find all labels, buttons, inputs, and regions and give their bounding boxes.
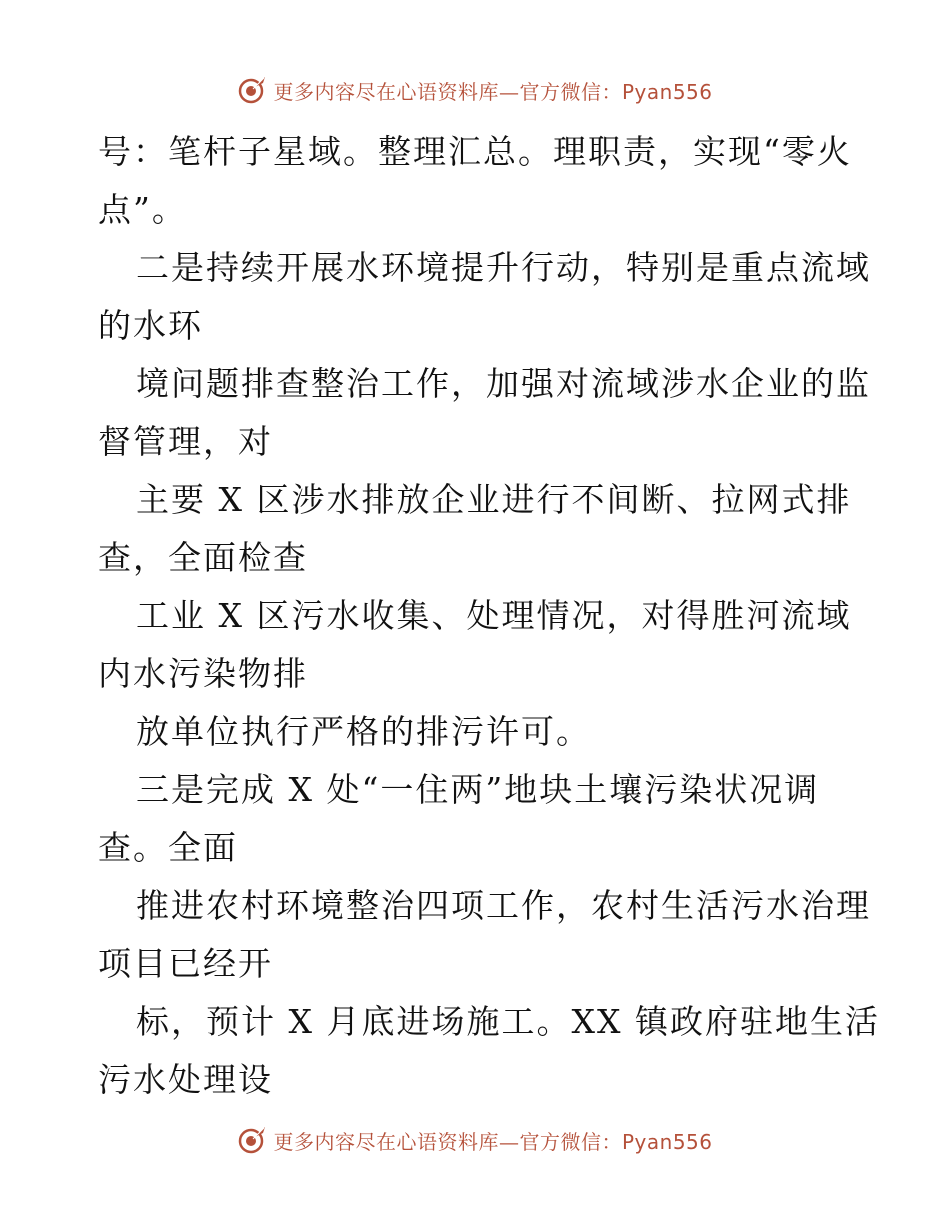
text-line: 标，预计 X 月底进场施工。XX 镇政府驻地生活 — [136, 1002, 880, 1041]
watermark-text: 更多内容尽在心语资料库—官方微信：Pyan556 — [273, 79, 713, 104]
text-line: 查。全面 — [98, 828, 238, 867]
text-line: 境问题排查整治工作，加强对流域涉水企业的监 — [136, 364, 871, 403]
text-line: 查，全面检查 — [98, 538, 308, 577]
text-line: 污水处理设 — [98, 1060, 273, 1099]
quill-logo-icon — [237, 75, 267, 105]
document-body — [98, 123, 880, 1109]
text-line: 推进农村环境整治四项工作，农村生活污水治理 — [136, 886, 871, 925]
quill-logo-icon — [237, 1125, 267, 1155]
text-line: 工业 X 区污水收集、处理情况，对得胜河流域 — [136, 596, 852, 635]
text-line: 号：笔杆子星域。整理汇总。理职责，实现“零火 — [98, 132, 852, 171]
text-line: 督管理，对 — [98, 422, 273, 461]
text-line: 三是完成 X 处“一住两”地块土壤污染状况调 — [136, 770, 820, 809]
text-line: 点”。 — [98, 190, 187, 229]
text-line: 的水环 — [98, 306, 203, 345]
text-line: 内水污染物排 — [98, 654, 308, 693]
text-line: 二是持续开展水环境提升行动，特别是重点流域 — [136, 248, 871, 287]
header-watermark — [0, 70, 950, 110]
text-line: 放单位执行严格的排污许可。 — [136, 712, 591, 751]
text-line: 主要 X 区涉水排放企业进行不间断、拉网式排 — [136, 480, 852, 519]
footer-watermark — [0, 1120, 950, 1160]
watermark-text: 更多内容尽在心语资料库—官方微信：Pyan556 — [273, 1129, 713, 1154]
text-line: 项目已经开 — [98, 944, 273, 983]
